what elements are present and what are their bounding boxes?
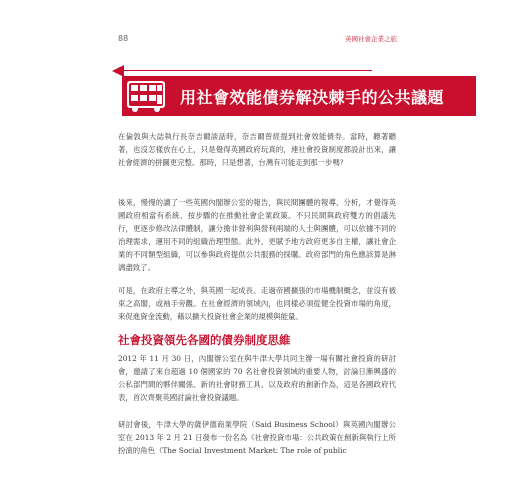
running-head: 英國社會企業之旅 — [345, 35, 397, 43]
double-decker-bus-icon — [122, 76, 170, 116]
paragraph-3: 可是，在政府主導之外，與英國一起成長、走過帝國擴張的市場機制概念，並沒有被束之高閣，或袖手旁觀。在社會經濟的領域內，也同樣必須從健全投資市場的角度，來促進資金流動，藉以擴大投資社會企業的規模與能量。 — [118, 286, 396, 321]
paragraph-1: 在倫敦與大誌執行長奈吉爾談話時，奈吉爾曾經提到社會效能債券。當時，聽著聽著，也沒怎樣放在心上，只是覺得英國政府玩真的，連社會投資制度都設計出來，讓社會經濟的拼圖更完整。那時，只是想著，台灣有可能走到那一步嗎？ — [118, 132, 396, 167]
paragraph-2: 後來，慢慢的讀了一些英國內閣辦公室的報告，與民間團體的報導、分析，才覺得英國政府相當有系統、按步驟的在推動社會企業政策。不只民間與政府雙方的倡議先行，更逐步修改法律體制，讓分擔非營利與營利兩端的人士與團體，可以依據不同的治理需求，運用不同的組織治理型態。此外，更賦予地方政府更多自主權，讓社會企業的不同類型組織，可以參與政府提供公共服務的採購。政府部門的角色應該算是淋漓盡致了。 — [118, 198, 396, 272]
title-rule — [124, 70, 372, 71]
section-paragraph-2: 研討會後，牛津大學的薩伊德商業學院（Said Business School）與英國內閣辦公室在 2013 年 2 月 21 日發布一份名為《社會投資市場：公共政策在創新與執行上所扮演的角色（The Social Investment Market: The role of public — [118, 420, 396, 455]
section-heading: 社會投資領先各國的債券制度思維 — [118, 333, 291, 347]
chapter-title: 用社會效能債券解決棘手的公共議題 — [170, 76, 476, 116]
chapter-title-block — [112, 70, 492, 120]
section-paragraph-1: 2012 年 11 月 30 日，內閣辦公室在與牛津大學共同主辦一場有關社會投資的研討會，邀請了來自超過 10 個國家的 70 名社會投資領域的重要人物，討論日漸興盛的公私部門間的夥伴關係、新的社會財務工具、以及政府的創新作為，這是各國政府代表，首次齊聚英國討論社會投資議題。 — [118, 354, 396, 402]
page-number: 88 — [118, 34, 129, 43]
